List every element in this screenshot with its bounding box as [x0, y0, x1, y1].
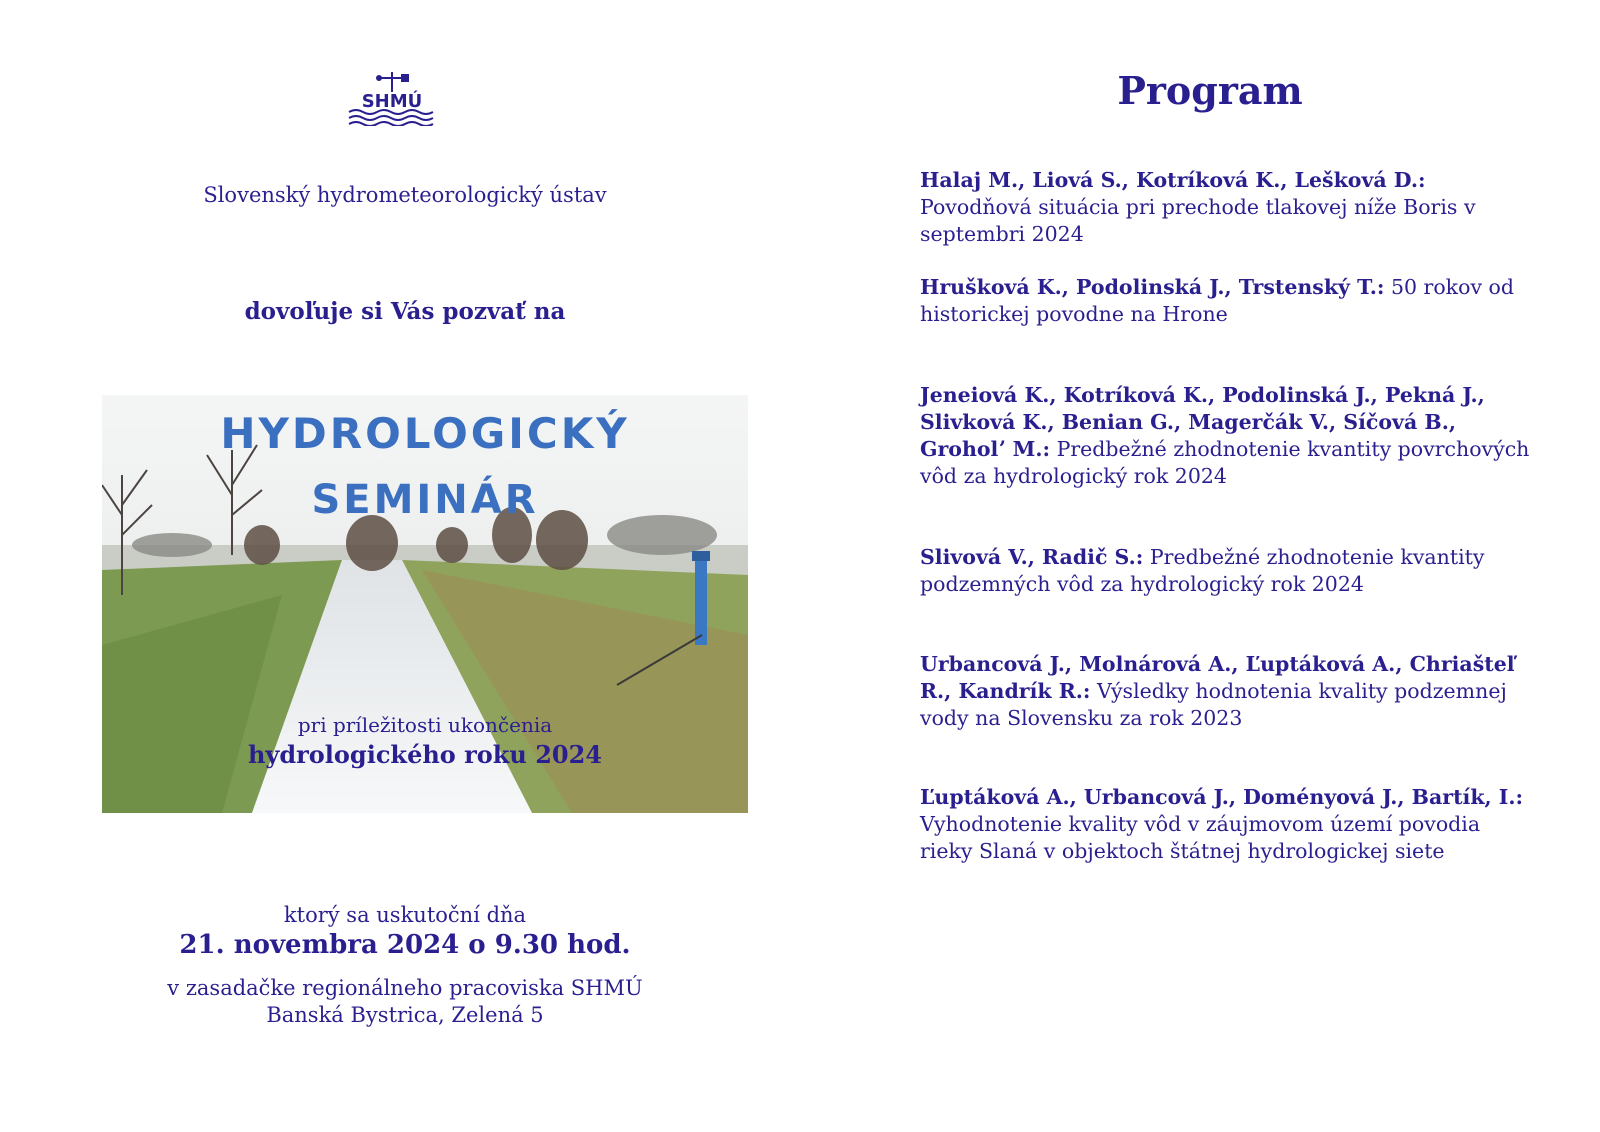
program-item-authors: Halaj M., Liová S., Kotríková K., Lešková D.: [920, 168, 1426, 192]
logo-text: SHMÚ [361, 91, 423, 112]
program-item-authors: Hrušková K., Podolinská J., Trstenský T.: [920, 275, 1385, 299]
program-heading: Program [1117, 68, 1303, 113]
program-item-title: Výsledky hodnotenia kvality podzemnej vody na Slovensku za rok 2023 [920, 679, 1507, 730]
location-line1: v zasadačke regionálneho pracoviska SHMÚ [167, 976, 643, 1000]
program-item [920, 274, 1530, 328]
program-item-title: Vyhodnotenie kvality vôd v záujmovom území povodia rieky Slaná v objektoch štátnej hydrologickej siete [920, 812, 1481, 863]
program-item [920, 784, 1530, 865]
event-date-time: 21. novembra 2024 o 9.30 hod. [179, 930, 631, 960]
program-item [920, 544, 1530, 598]
program-item-authors: Urbancová J., Molnárová A., Ľuptáková A., Chriašteľ R., Kandrík R.: [920, 652, 1515, 703]
program-item-title: Predbežné zhodnotenie kvantity povrchových vôd za hydrologický rok 2024 [920, 437, 1530, 488]
occasion-line1: pri príležitosti ukončenia [297, 713, 553, 737]
program-item [920, 382, 1530, 490]
location-line2: Banská Bystrica, Zelená 5 [266, 1003, 544, 1027]
program-item-title: Povodňová situácia pri prechode tlakovej níže Boris v septembri 2024 [920, 195, 1476, 246]
organization-name: Slovenský hydrometeorologický ústav [203, 183, 607, 207]
shmu-logo [345, 70, 439, 126]
program-item [920, 651, 1530, 732]
seminar-title-line1: HYDROLOGICKÝ [220, 409, 630, 458]
invite-line: dovoľuje si Vás pozvať na [244, 298, 566, 325]
seminar-title-line2: SEMINÁR [311, 477, 539, 523]
program-item [920, 167, 1530, 248]
program-item-authors: Ľuptáková A., Urbancová J., Doményová J., Bartík, I.: [920, 785, 1524, 809]
program-item-authors: Jeneiová K., Kotríková K., Podolinská J., Pekná J., Slivková K., Benian G., Magerčák V., Síčová B., Groholʼ M.: [920, 383, 1485, 461]
program-item-title: 50 rokov od historickej povodne na Hrone [920, 275, 1515, 326]
occasion-line2: hydrologického roku 2024 [247, 740, 603, 769]
program-item-authors: Slivová V., Radič S.: [920, 545, 1144, 569]
date-intro: ktorý sa uskutoční dňa [283, 903, 527, 927]
seminar-photo [102, 395, 748, 813]
program-item-title: Predbežné zhodnotenie kvantity podzemných vôd za hydrologický rok 2024 [920, 545, 1485, 596]
